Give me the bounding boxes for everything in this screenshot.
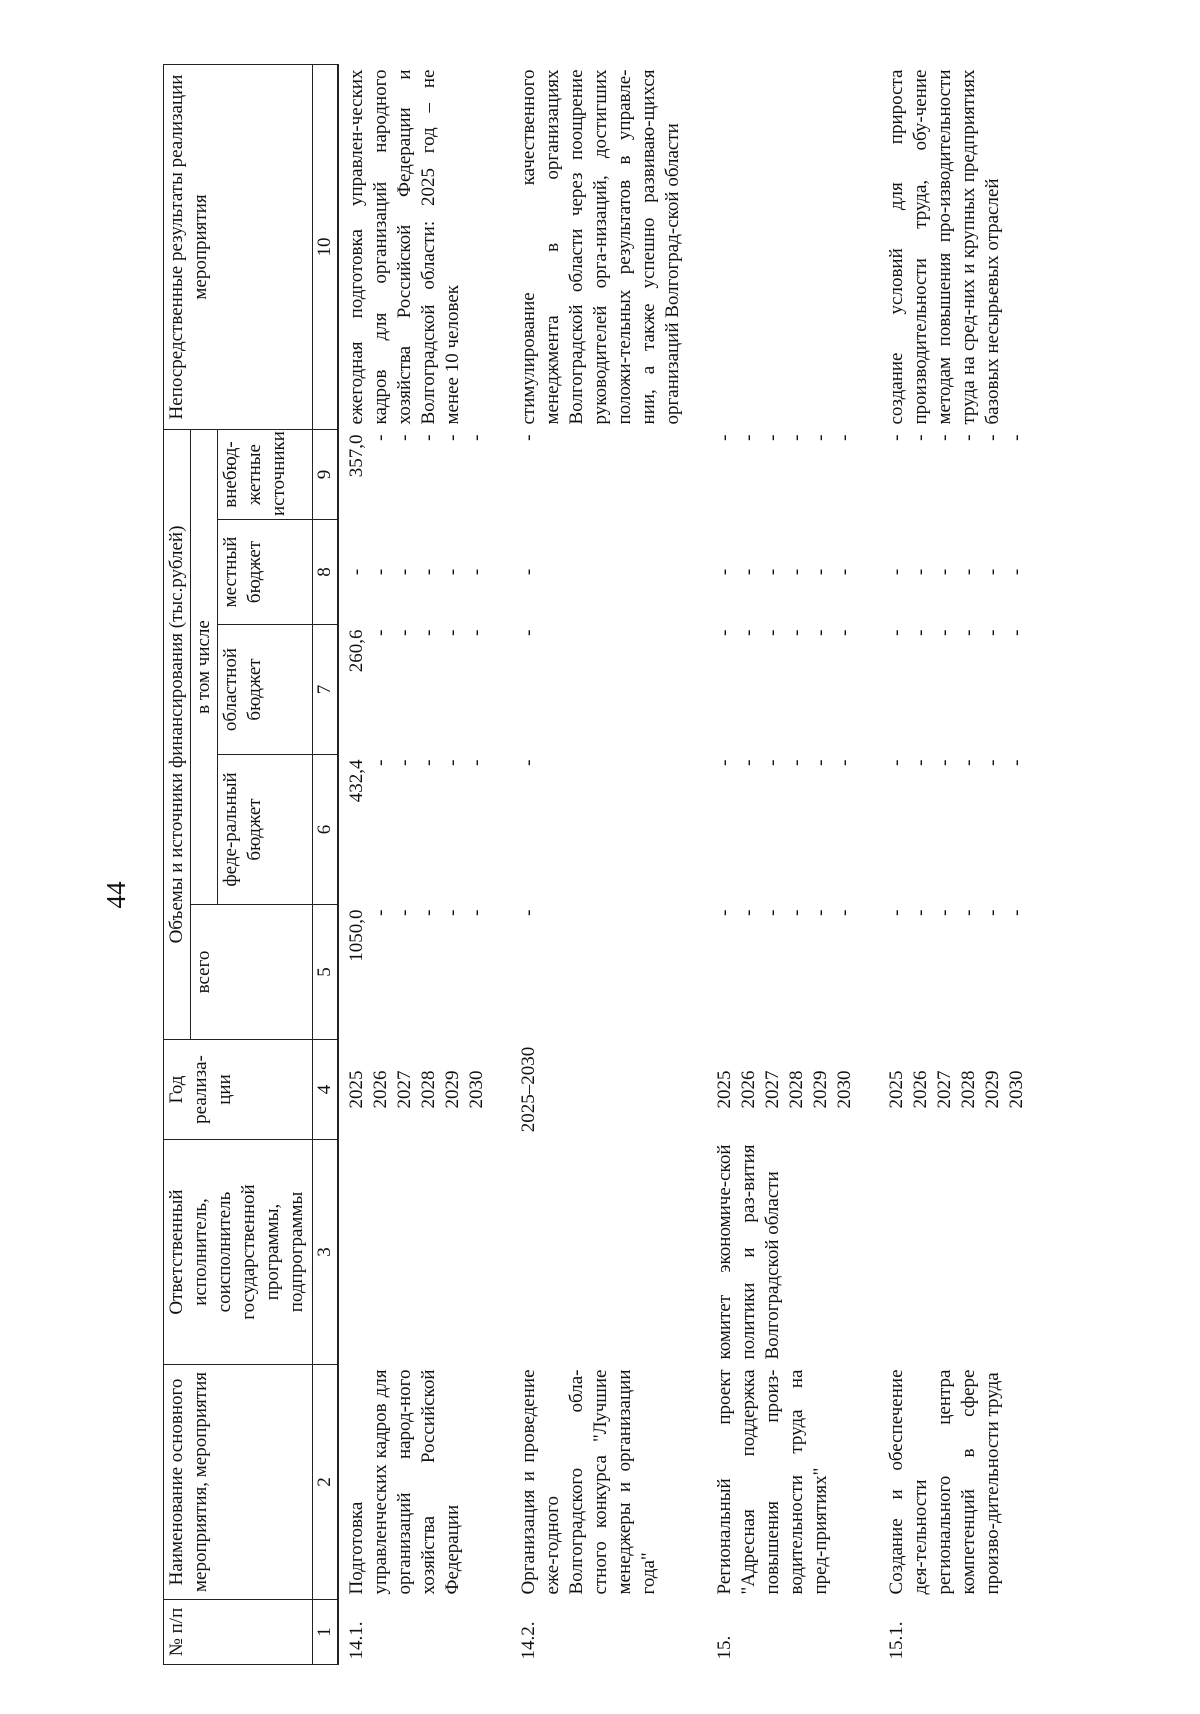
row-number: 15. [714, 1635, 735, 1660]
financing-extrabudget-value: - [466, 434, 487, 441]
financing-local-value: - [418, 568, 439, 576]
implementation-years-value: 2029 [982, 1070, 1003, 1109]
implementation-years-value: 2026 [738, 1070, 759, 1109]
financing-local [511, 520, 707, 625]
column-number: 5 [313, 905, 339, 1040]
header-including: в том числе [191, 430, 218, 905]
financing-extrabudget-value: - [418, 434, 439, 441]
financing-regional [879, 625, 1051, 755]
financing-federal-value: - [786, 759, 807, 766]
financing-total [879, 905, 1051, 1040]
implementation-years [511, 1040, 707, 1140]
financing-extrabudget-value: - [958, 434, 979, 441]
financing-federal-value: - [910, 759, 931, 766]
measure-name: Региональный проект "Адресная поддержка повышения произ-водительности труда на пред-приятиях" [714, 1369, 831, 1595]
financing-regional-value: - [394, 629, 415, 636]
program-measures-table [163, 64, 1051, 1665]
financing-federal-value: - [466, 759, 487, 766]
financing-federal-value: - [834, 759, 855, 766]
financing-total-value: - [738, 909, 759, 916]
financing-total-value: - [810, 909, 831, 916]
financing-local-value: - [982, 568, 1003, 576]
column-number: 10 [313, 65, 339, 430]
financing-federal-value: - [1006, 759, 1027, 766]
financing-regional-value: - [910, 629, 931, 636]
financing-federal-value: - [886, 759, 907, 766]
measure-name: Подготовка управленческих кадров для организаций народ-ного хозяйства Российской Федерации [346, 1369, 463, 1595]
financing-regional-value: - [982, 629, 1003, 636]
financing-regional-value: - [762, 629, 783, 636]
financing-extrabudget [338, 430, 511, 520]
financing-federal-value: - [418, 759, 439, 766]
table-body [338, 65, 1051, 1665]
column-number: 1 [313, 1600, 339, 1665]
financing-total-value: - [834, 909, 855, 916]
financing-federal [511, 755, 707, 905]
financing-federal-value: - [982, 759, 1003, 766]
financing-regional [511, 625, 707, 755]
header-executor: Ответственный исполнитель, соисполнитель государственной программы, подпрограммы [164, 1140, 313, 1365]
financing-regional-value: - [418, 629, 439, 636]
implementation-years-value: 2030 [466, 1070, 487, 1109]
measure-result: стимулирование качественного менеджмента в организациях Волгоградской области через поощрение руководителей орга-низаций, достигших положи-тельных результатов в управле-нии, а также успешно развиваю-щихся организаций Волгоград-ской области [518, 69, 683, 425]
financing-regional [338, 625, 511, 755]
financing-federal-value: - [394, 759, 415, 766]
implementation-years-value: 2029 [810, 1070, 831, 1109]
header-local-budget: местный бюджет [218, 520, 313, 625]
financing-total-value: - [762, 909, 783, 916]
financing-federal-value: - [934, 759, 955, 766]
implementation-years [707, 1040, 879, 1140]
financing-local-value: - [934, 568, 955, 576]
financing-regional-value: - [442, 629, 463, 636]
financing-extrabudget [879, 430, 1051, 520]
financing-extrabudget-value: - [394, 434, 415, 441]
header-results: Непосредственные результаты реализации мероприятия [164, 65, 313, 430]
financing-regional-value: - [958, 629, 979, 636]
financing-total-value: - [418, 909, 439, 916]
financing-extrabudget-value: - [910, 434, 931, 441]
measure-result [707, 65, 879, 430]
financing-local-value: - [1006, 568, 1027, 576]
row-number: 15.1. [886, 1621, 907, 1660]
header-financing-group: Объемы и источники финансирования (тыс.рублей) [164, 430, 191, 1040]
financing-local [879, 520, 1051, 625]
responsible-executor [879, 1140, 1051, 1365]
column-number: 9 [313, 430, 339, 520]
financing-local-value: - [910, 568, 931, 576]
implementation-years-value: 2028 [958, 1070, 979, 1109]
financing-regional-value: - [370, 629, 391, 636]
row-number: 14.1. [346, 1621, 367, 1660]
financing-extrabudget-value: - [982, 434, 1003, 441]
financing-total-value: - [910, 909, 931, 916]
financing-total [511, 905, 707, 1040]
implementation-years [879, 1040, 1051, 1140]
financing-federal-value: - [738, 759, 759, 766]
financing-local-value: - [394, 568, 415, 576]
financing-regional-value: - [886, 629, 907, 636]
financing-extrabudget-value: - [886, 434, 907, 441]
financing-regional-value: - [518, 629, 539, 636]
financing-extrabudget-value: - [442, 434, 463, 441]
financing-extrabudget [511, 430, 707, 520]
financing-local-value: - [518, 568, 539, 576]
financing-federal [879, 755, 1051, 905]
financing-local-value: - [834, 568, 855, 576]
header-federal-budget: феде-ральный бюджет [218, 755, 313, 905]
financing-local-value: - [762, 568, 783, 576]
financing-total-value: - [714, 909, 735, 916]
column-number: 2 [313, 1365, 339, 1600]
financing-local-value: - [958, 568, 979, 576]
financing-local-value: - [738, 568, 759, 576]
financing-total-value: - [518, 909, 539, 916]
financing-regional-value: - [934, 629, 955, 636]
column-number: 3 [313, 1140, 339, 1365]
financing-local-value: - [886, 568, 907, 576]
financing-regional-value: 260,6 [346, 629, 367, 673]
page-number: 44 [101, 881, 131, 909]
financing-extrabudget-value: - [834, 434, 855, 441]
measure-result: создание условий для прироста производительности труда, обу-чение методам повышения про-изводительности труда на сред-них и крупных предприятиях базовых несырьевых отраслей [886, 69, 1003, 425]
responsible-executor [511, 1140, 707, 1365]
implementation-years-value: 2025 [714, 1070, 735, 1109]
financing-total-value: - [886, 909, 907, 916]
financing-regional-value: - [1006, 629, 1027, 636]
financing-regional [707, 625, 879, 755]
column-number-row [313, 65, 339, 1665]
measure-result: ежегодная подготовка управлен-ческих кадров для организаций народного хозяйства Российской Федерации и Волгоградской области: 2025 год – не менее 10 человек [346, 69, 463, 425]
financing-total-value: - [370, 909, 391, 916]
financing-regional-value: - [834, 629, 855, 636]
header-regional-budget: областной бюджет [218, 625, 313, 755]
header-number: № п/п [164, 1600, 313, 1665]
financing-regional-value: - [714, 629, 735, 636]
financing-regional-value: - [738, 629, 759, 636]
financing-regional-value: - [786, 629, 807, 636]
financing-federal-value: - [714, 759, 735, 766]
financing-local-value: - [466, 568, 487, 576]
column-number: 8 [313, 520, 339, 625]
financing-local-value: - [786, 568, 807, 576]
financing-total-value: - [958, 909, 979, 916]
financing-extrabudget-value: - [810, 434, 831, 441]
header-year: Год реализа-ции [164, 1040, 313, 1140]
financing-extrabudget-value: - [518, 434, 539, 441]
implementation-years-value: 2027 [394, 1070, 415, 1109]
financing-total-value: - [982, 909, 1003, 916]
table-row [879, 65, 1051, 1665]
financing-total-value: 1050,0 [346, 909, 367, 962]
financing-regional-value: - [810, 629, 831, 636]
table-row [511, 65, 707, 1665]
table-row [338, 65, 511, 1665]
financing-local-value: - [810, 568, 831, 576]
financing-total-value: - [466, 909, 487, 916]
financing-extrabudget [707, 430, 879, 520]
implementation-years-value: 2030 [1006, 1070, 1027, 1109]
financing-extrabudget-value: - [934, 434, 955, 441]
financing-total-value: - [442, 909, 463, 916]
financing-extrabudget-value: - [738, 434, 759, 441]
financing-federal-value: - [370, 759, 391, 766]
column-number: 6 [313, 755, 339, 905]
financing-total-value: - [934, 909, 955, 916]
implementation-years-value: 2028 [786, 1070, 807, 1109]
implementation-years-value: 2029 [442, 1070, 463, 1109]
measure-name: Организация и проведение еже-годного Волгоградского обла-стного конкурса "Лучшие менеджеры и организации года" [518, 1369, 659, 1595]
financing-total-value: - [394, 909, 415, 916]
financing-extrabudget-value: - [1006, 434, 1027, 441]
financing-local-value: - [346, 568, 367, 576]
financing-extrabudget-value: - [762, 434, 783, 441]
implementation-years-value: 2028 [418, 1070, 439, 1109]
financing-federal-value: 432,4 [346, 759, 367, 803]
responsible-executor [338, 1140, 511, 1365]
financing-federal-value: - [518, 759, 539, 766]
financing-local [707, 520, 879, 625]
rotated-page-content [163, 65, 1063, 1665]
financing-total-value: - [1006, 909, 1027, 916]
financing-total [338, 905, 511, 1040]
row-number: 14.2. [518, 1621, 539, 1660]
financing-extrabudget-value: - [786, 434, 807, 441]
financing-local-value: - [370, 568, 391, 576]
financing-federal-value: - [762, 759, 783, 766]
table-row [707, 65, 879, 1665]
financing-total-value: - [786, 909, 807, 916]
implementation-years-value: 2025 [346, 1070, 367, 1109]
column-number: 4 [313, 1040, 339, 1140]
header-extrabudget-sources: внебюд-жетные источники [218, 430, 313, 520]
financing-federal-value: - [442, 759, 463, 766]
financing-extrabudget-value: 357,0 [346, 434, 367, 478]
column-number: 7 [313, 625, 339, 755]
measure-name: Создание и обеспечение дея-тельности регионального центра компетенций в сфере произво-дительности труда [886, 1369, 1003, 1595]
financing-local [338, 520, 511, 625]
financing-total [707, 905, 879, 1040]
implementation-years-value: 2027 [762, 1070, 783, 1109]
financing-extrabudget-value: - [370, 434, 391, 441]
implementation-years [338, 1040, 511, 1140]
implementation-years-value: 2027 [934, 1070, 955, 1109]
financing-local-value: - [442, 568, 463, 576]
header-total: всего [191, 905, 313, 1040]
implementation-years-value: 2026 [370, 1070, 391, 1109]
responsible-executor: комитет экономиче-ской политики и раз-вития Волгоградской области [714, 1144, 783, 1360]
header-measure-name: Наименование основного мероприятия, мероприятия [164, 1365, 313, 1600]
implementation-years-value: 2025 [886, 1070, 907, 1109]
financing-federal [338, 755, 511, 905]
financing-federal-value: - [810, 759, 831, 766]
financing-regional-value: - [466, 629, 487, 636]
financing-federal [707, 755, 879, 905]
financing-federal-value: - [958, 759, 979, 766]
financing-local-value: - [714, 568, 735, 576]
financing-extrabudget-value: - [714, 434, 735, 441]
implementation-years-value: 2030 [834, 1070, 855, 1109]
implementation-years-value: 2025–2030 [518, 1046, 539, 1133]
implementation-years-value: 2026 [910, 1070, 931, 1109]
